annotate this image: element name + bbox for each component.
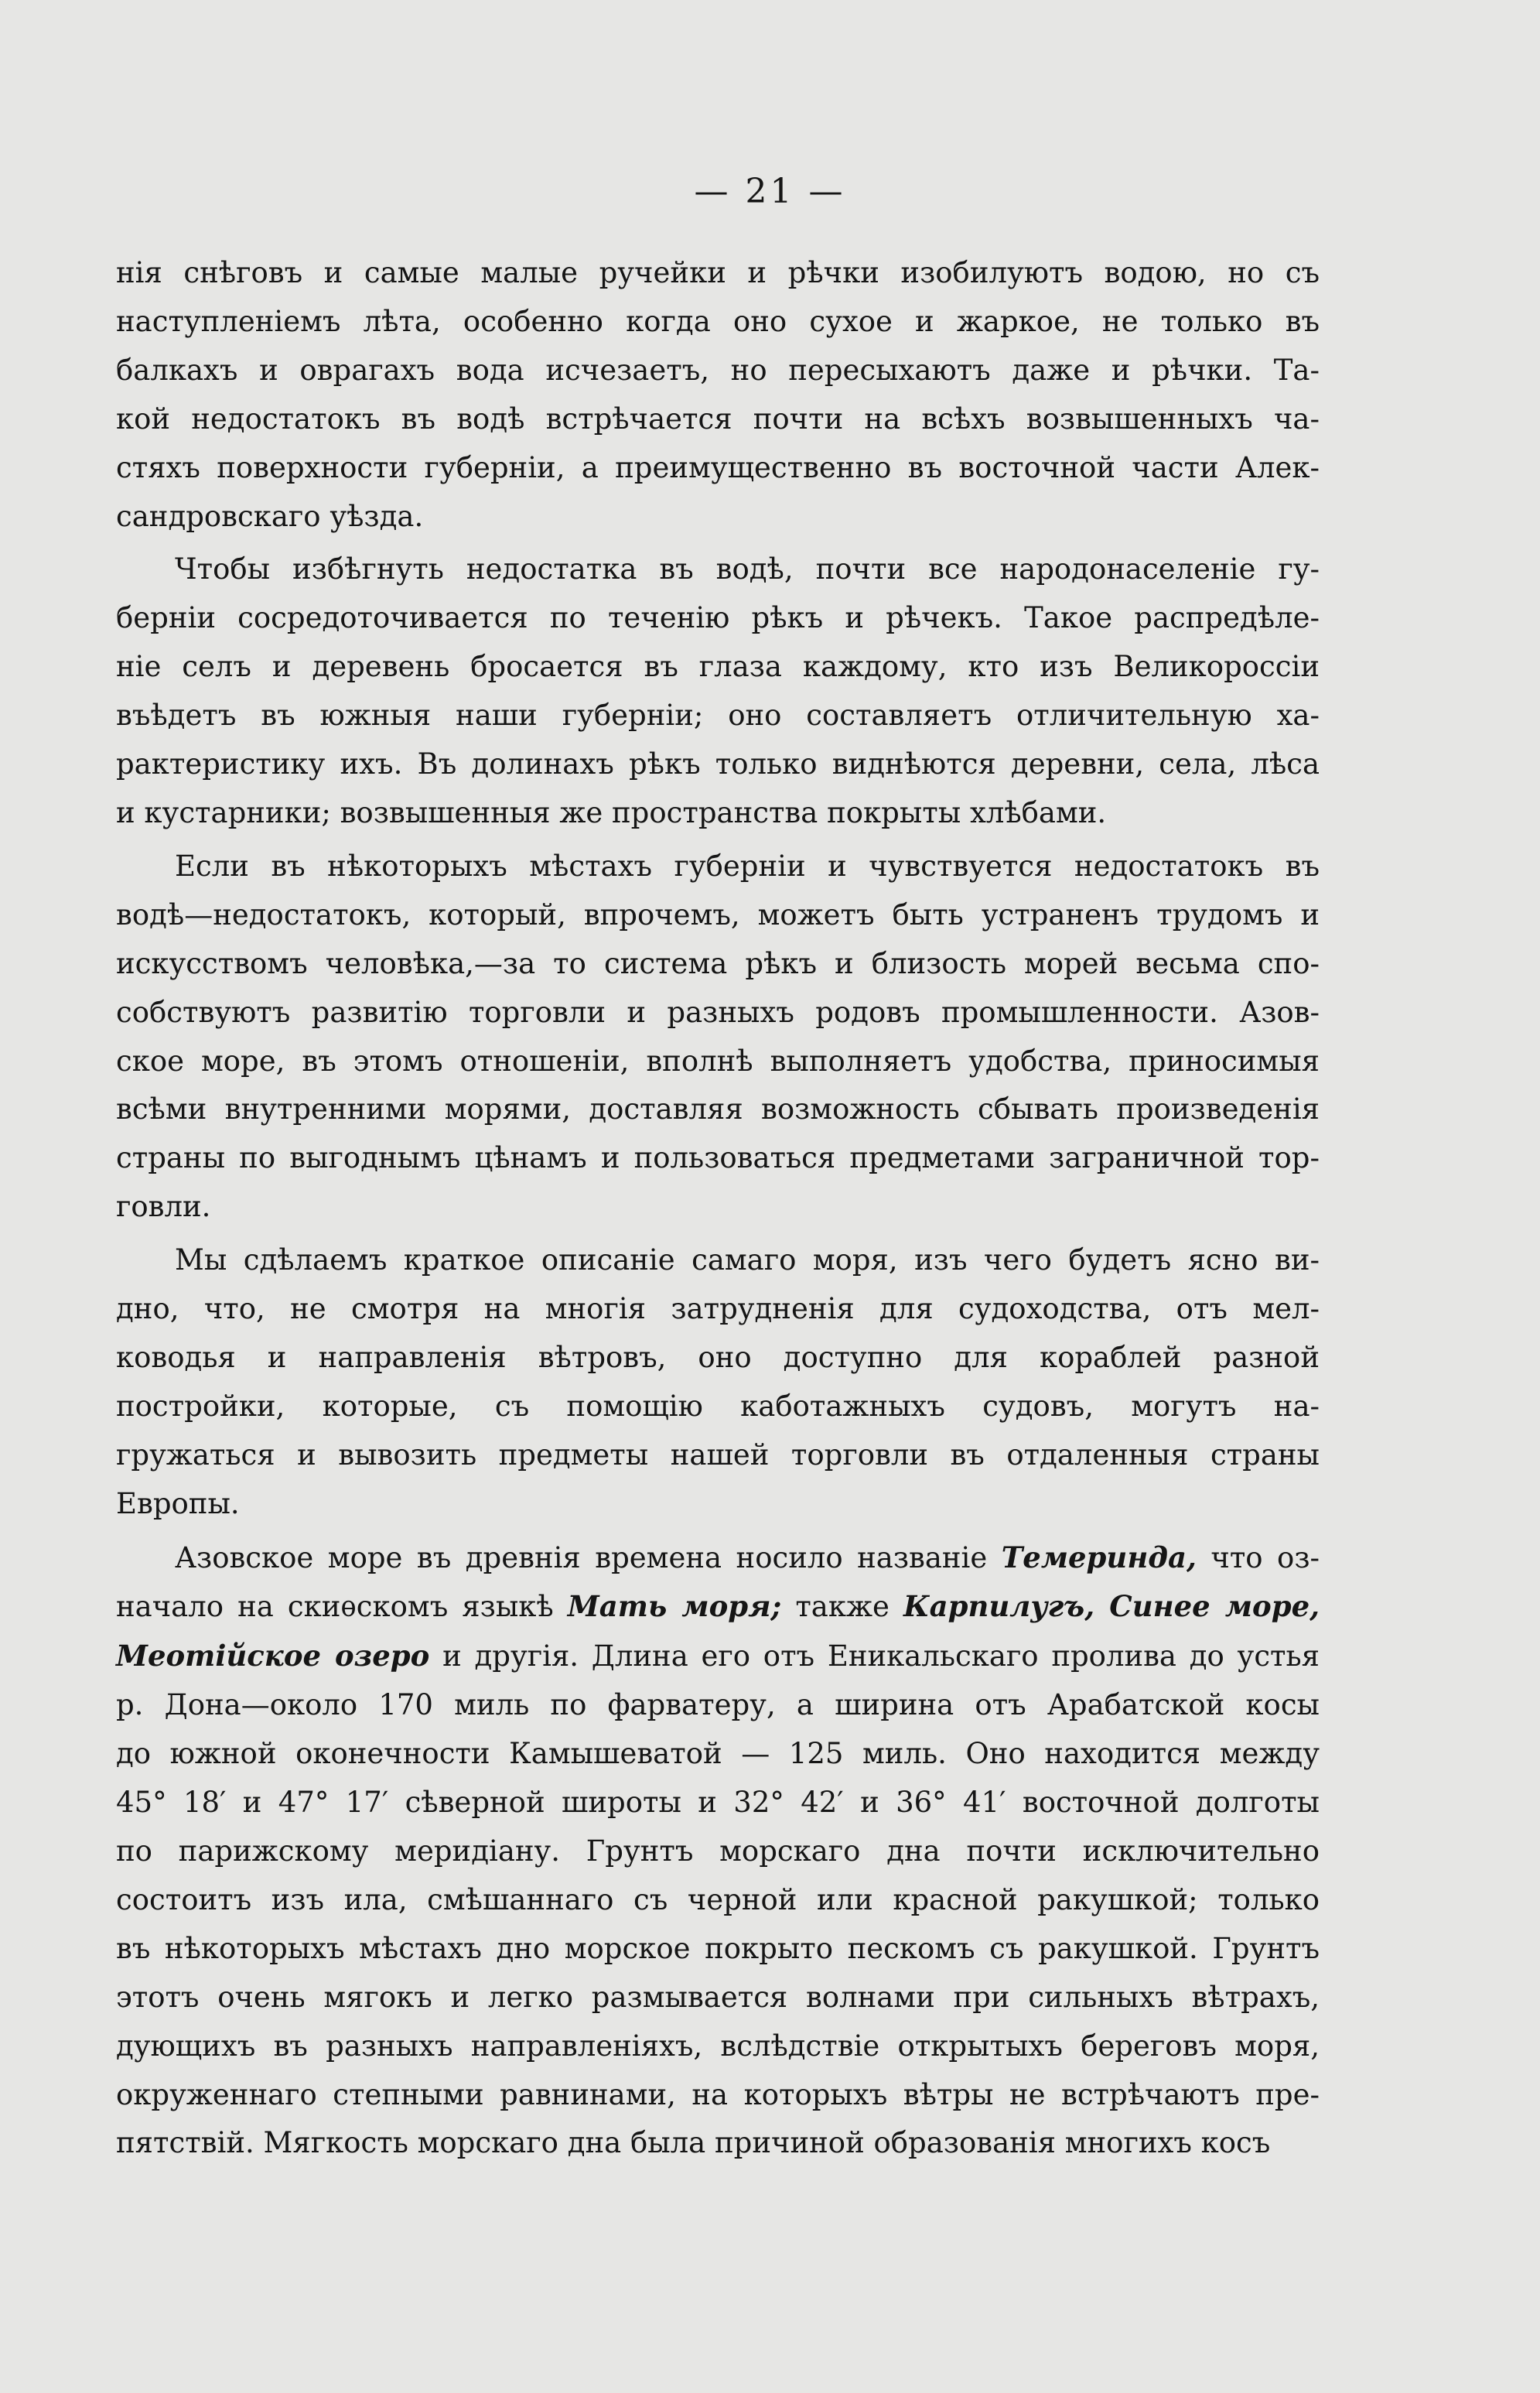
paragraph: [116, 1533, 1320, 2169]
text-line: балкахъ и оврагахъ вода исчезаетъ, но пересыхаютъ даже и рѣчки. Та-: [116, 353, 1320, 387]
text-line: берніи сосредоточивается по теченію рѣкъ и рѣчекъ. Такое распредѣле-: [116, 601, 1320, 635]
text-line: Мы сдѣлаемъ краткое описаніе самаго моря, изъ чего будетъ ясно ви-: [175, 1243, 1320, 1277]
text-line: ководья и направленія вѣтровъ, оно доступно для кораблей разной: [116, 1340, 1320, 1374]
text-line: гружаться и вывозить предметы нашей торговли въ отдаленныя страны: [116, 1438, 1320, 1472]
text-line: собствуютъ развитію торговли и разныхъ родовъ промышленности. Азов-: [116, 995, 1320, 1029]
text-line: нія снѣговъ и самые малые ручейки и рѣчки изобилуютъ водою, но съ: [116, 256, 1320, 289]
text-line: до южной оконечности Камышеватой — 125 миль. Оно находится между: [116, 1737, 1320, 1771]
text-line: р. Дона—около 170 миль по фарватеру, а ширина отъ Арабатской косы: [116, 1688, 1320, 1722]
text-line: стяхъ поверхности губерніи, а преимущественно въ восточной части Алек-: [116, 450, 1320, 484]
text-line: этотъ очень мягокъ и легко размывается волнами при сильныхъ вѣтрахъ,: [116, 1980, 1320, 2014]
text-line: состоитъ изъ ила, смѣшаннаго съ черной или красной ракушкой; только: [116, 1882, 1320, 1916]
text-line: пятствій. Мягкость морскаго дна была причиной образованія многихъ косъ: [116, 2126, 1271, 2160]
text-line: окруженнаго степными равнинами, на которыхъ вѣтры не встрѣчаютъ пре-: [116, 2077, 1320, 2111]
paragraph: [116, 545, 1320, 837]
text-line: 45° 18′ и 47° 17′ сѣверной широты и 32° 42′ и 36° 41′ восточной долготы: [116, 1786, 1320, 1820]
text-line: Меотійское озеро и другія. Длина его отъ Еникальскаго пролива до устья: [116, 1639, 1320, 1673]
paragraph: [116, 843, 1320, 1232]
text-line: ское море, въ этомъ отношеніи, вполнѣ выполняетъ удобства, приносимыя: [116, 1044, 1320, 1078]
text-line: искусствомъ человѣка,—за то система рѣкъ и близость морей весьма спо-: [116, 946, 1320, 980]
text-line: Чтобы избѣгнуть недостатка въ водѣ, почти все народонаселеніе гу-: [175, 552, 1320, 586]
text-line: наступленіемъ лѣта, особенно когда оно сухое и жаркое, не только въ: [116, 304, 1320, 338]
paragraph: [116, 1236, 1320, 1528]
text-line: Если въ нѣкоторыхъ мѣстахъ губерніи и чувствуется недостатокъ въ: [175, 849, 1320, 883]
text-line: Европы.: [116, 1486, 240, 1520]
text-line: говли.: [116, 1190, 211, 1224]
text-line: начало на скиѳскомъ языкѣ Мать моря; также Карпилугъ, Синее море,: [116, 1589, 1320, 1624]
text-line: въѣдетъ въ южныя наши губерніи; оно составляетъ отличительную ха-: [116, 699, 1320, 733]
paragraph: [116, 249, 1320, 541]
text-line: въ нѣкоторыхъ мѣстахъ дно морское покрыто пескомъ съ ракушкой. Грунтъ: [116, 1931, 1320, 1965]
text-line: Азовское море въ древнія времена носило названіе Темеринда, что оз-: [175, 1540, 1320, 1574]
page-number: — 21 —: [694, 172, 846, 211]
text-line: рактеристику ихъ. Въ долинахъ рѣкъ только виднѣются деревни, села, лѣса: [116, 747, 1320, 781]
text-line: кой недостатокъ въ водѣ встрѣчается почти на всѣхъ возвышенныхъ ча-: [116, 402, 1320, 436]
text-line: дно, что, не смотря на многія затрудненія для судоходства, отъ мел-: [116, 1292, 1320, 1326]
text-line: страны по выгоднымъ цѣнамъ и пользоваться предметами заграничной тор-: [116, 1141, 1320, 1175]
text-line: дующихъ въ разныхъ направленіяхъ, вслѣдствіе открытыхъ береговъ моря,: [116, 2029, 1320, 2063]
text-line: ніе селъ и деревень бросается въ глаза каждому, кто изъ Великороссіи: [116, 650, 1320, 684]
text-line: по парижскому меридіану. Грунтъ морскаго дна почти исключительно: [116, 1834, 1320, 1868]
text-line: сандровскаго уѣзда.: [116, 499, 424, 533]
text-line: постройки, которые, съ помощію каботажныхъ судовъ, могутъ на-: [116, 1389, 1320, 1423]
body-text: [116, 249, 1320, 2168]
text-line: и кустарники; возвышенныя же пространства покрыты хлѣбами.: [116, 795, 1107, 829]
text-line: всѣми внутренними морями, доставляя возможность сбывать произведенія: [116, 1092, 1320, 1126]
text-line: водѣ—недостатокъ, который, впрочемъ, можетъ быть устраненъ трудомъ и: [116, 897, 1320, 932]
